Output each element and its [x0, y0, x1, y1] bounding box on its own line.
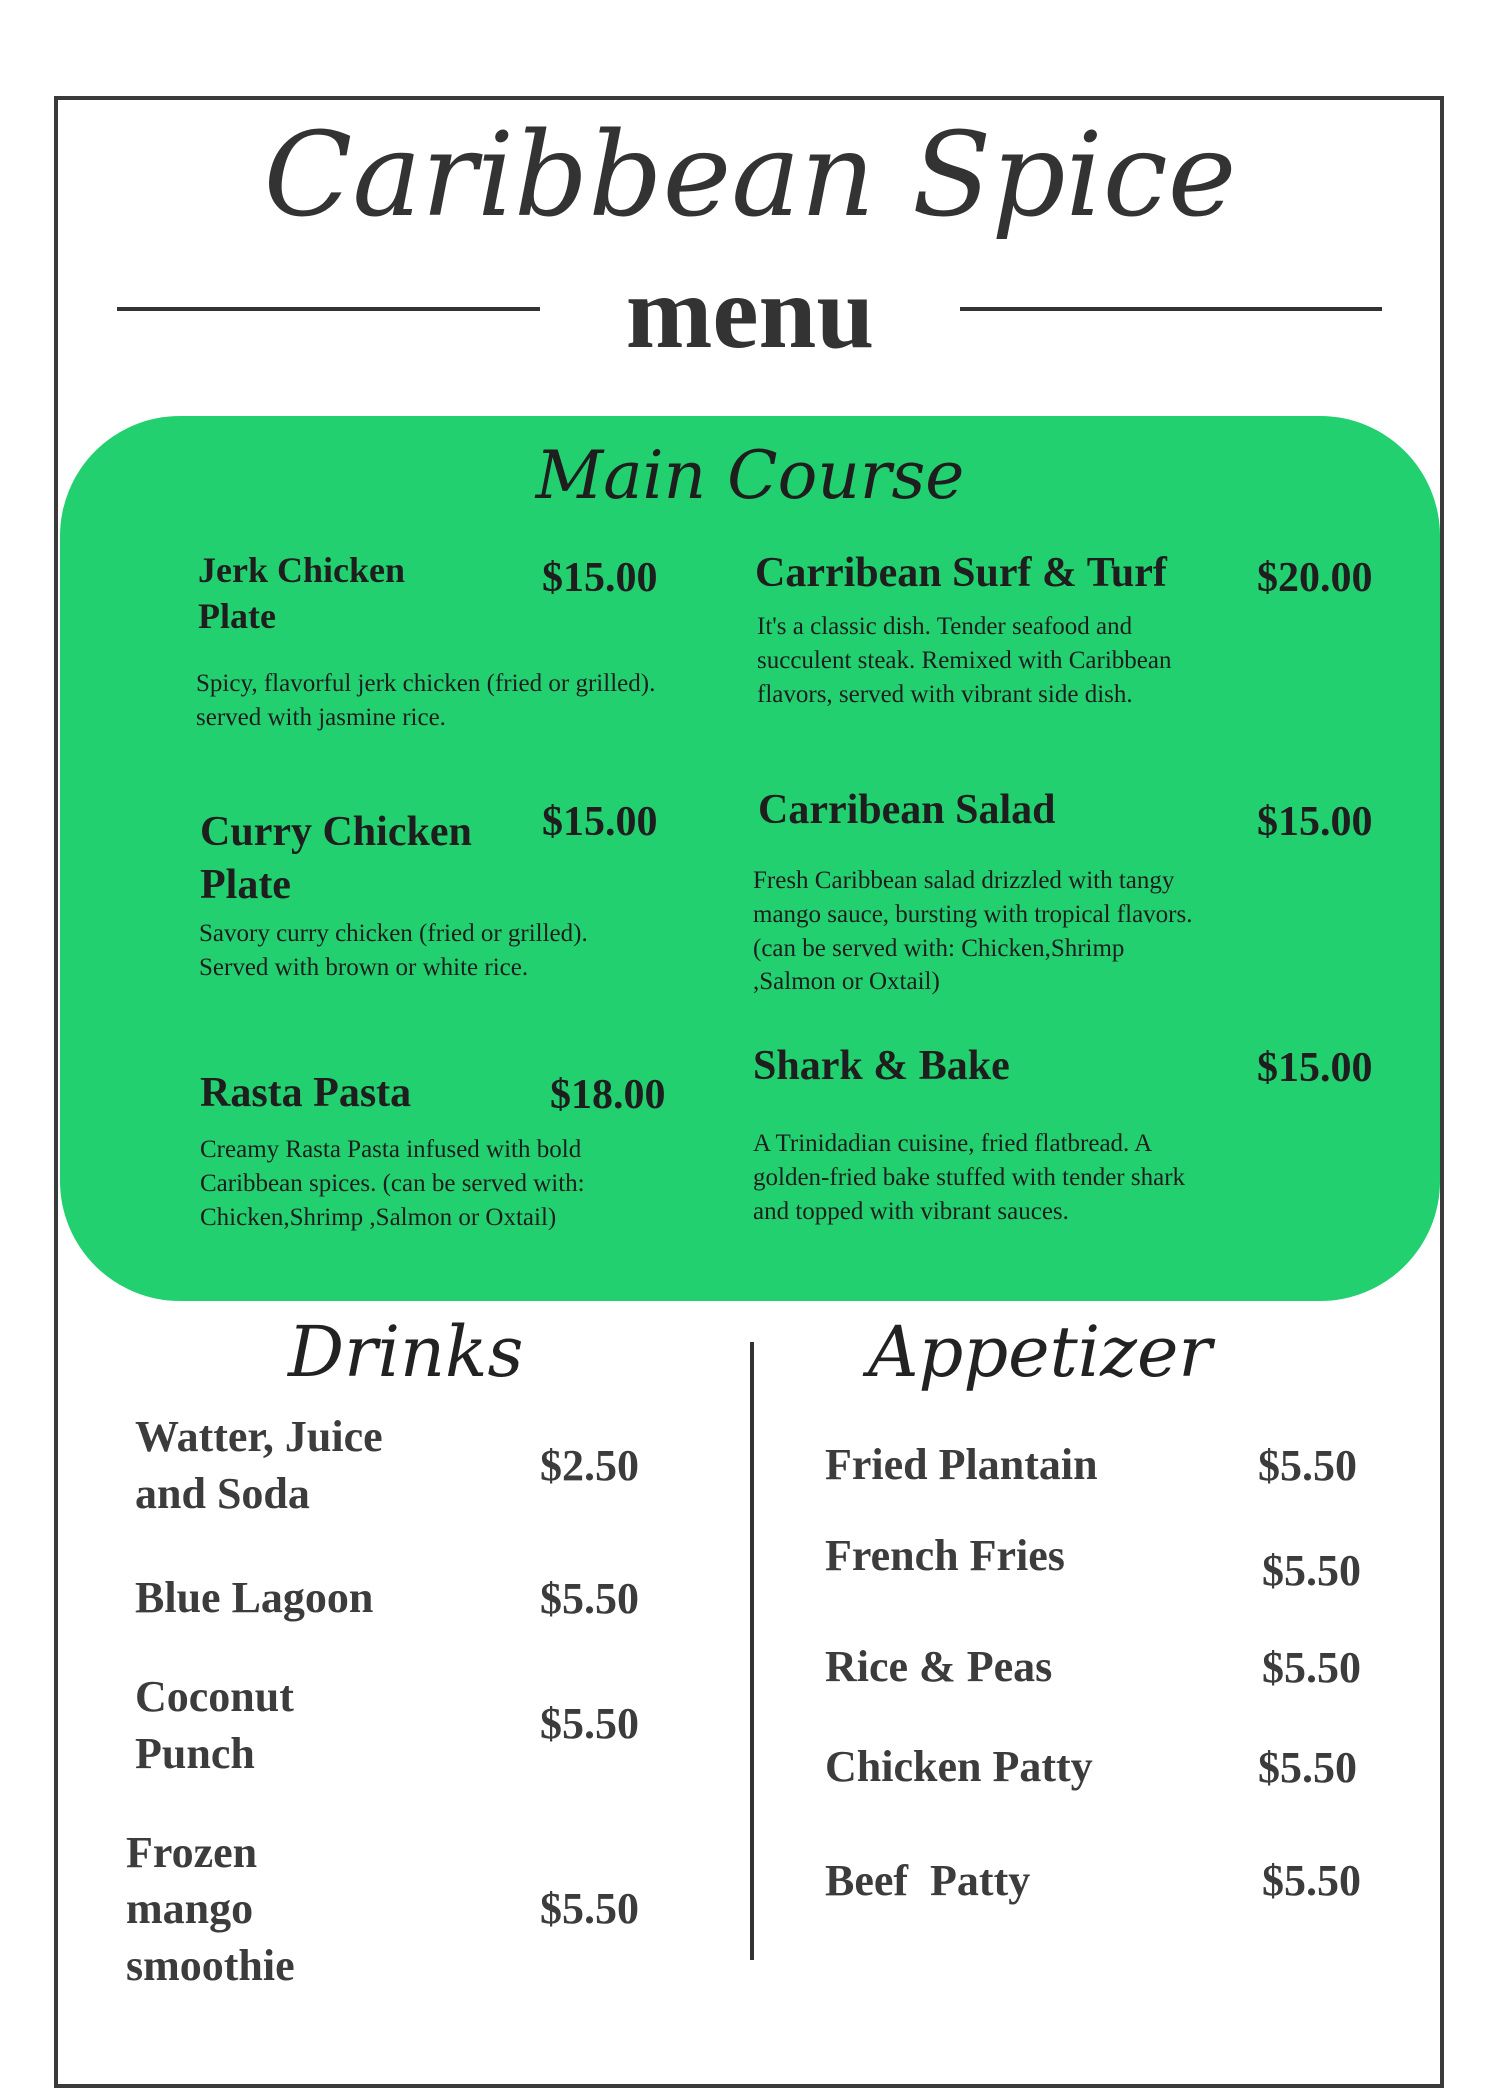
- drink-item-name: Frozen mango smoothie: [126, 1828, 295, 1990]
- menu-item-description: Fresh Caribbean salad drizzled with tangy mango sauce, bursting with tropical flavors. (can be served with: Chicken,Shrimp ,Salmon or Oxtail): [753, 867, 1193, 996]
- drink-item-name: Watter, Juice and Soda: [135, 1412, 383, 1519]
- drink-item-price: $5.50: [540, 1574, 639, 1623]
- menu-item-name: Jerk Chicken Plate: [198, 550, 405, 637]
- title-rule-right: [960, 307, 1382, 311]
- drink-item-price: $5.50: [540, 1699, 639, 1748]
- menu-item-price: $18.00: [550, 1072, 666, 1118]
- menu-item-description: It's a classic dish. Tender seafood and succulent steak. Remixed with Caribbean flavors, served with vibrant side dish.: [757, 613, 1172, 708]
- appetizer-title: Appetizer: [868, 1311, 1212, 1393]
- menu-item-description: Savory curry chicken (fried or grilled). Served with brown or white rice.: [199, 920, 588, 981]
- appetizer-item-price: $5.50: [1258, 1441, 1357, 1490]
- restaurant-title: Caribbean Spice: [263, 108, 1237, 243]
- main-course-title: Main Course: [535, 437, 965, 514]
- drink-item-name: Coconut Punch: [135, 1672, 294, 1779]
- drink-item-price: $5.50: [540, 1884, 639, 1933]
- menu-item-description: Creamy Rasta Pasta infused with bold Caribbean spices. (can be served with: Chicken,Shrimp ,Salmon or Oxtail): [200, 1136, 585, 1231]
- appetizer-item-price: $5.50: [1262, 1546, 1361, 1595]
- appetizer-item-price: $5.50: [1258, 1743, 1357, 1792]
- appetizer-item-price: $5.50: [1262, 1643, 1361, 1692]
- menu-item-name: Curry Chicken Plate: [200, 809, 472, 908]
- appetizer-item-name: Fried Plantain: [825, 1440, 1098, 1489]
- menu-item-price: $15.00: [542, 799, 658, 845]
- menu-subtitle: menu: [625, 255, 875, 370]
- drink-item-name: Blue Lagoon: [135, 1573, 374, 1622]
- appetizer-item-name: Rice & Peas: [825, 1642, 1053, 1691]
- menu-item-name: Shark & Bake: [753, 1043, 1010, 1089]
- menu-item-description: A Trinidadian cuisine, fried flatbread. A golden-fried bake stuffed with tender shark and topped with vibrant sauces.: [753, 1130, 1186, 1225]
- appetizer-item-name: Beef Patty: [825, 1856, 1031, 1905]
- appetizer-item-price: $5.50: [1262, 1856, 1361, 1905]
- menu-item-description: Spicy, flavorful jerk chicken (fried or grilled). served with jasmine rice.: [196, 670, 656, 731]
- menu-item-name: Carribean Salad: [758, 787, 1056, 833]
- menu-item-name: Rasta Pasta: [200, 1070, 412, 1116]
- menu-item-price: $15.00: [542, 555, 658, 601]
- appetizer-item-name: French Fries: [825, 1531, 1065, 1580]
- menu-item-price: $20.00: [1257, 555, 1373, 601]
- menu-item-price: $15.00: [1257, 799, 1373, 845]
- drink-item-price: $2.50: [540, 1441, 639, 1490]
- menu-item-price: $15.00: [1257, 1045, 1373, 1091]
- section-divider: [750, 1342, 754, 1960]
- drinks-title: Drinks: [288, 1311, 524, 1393]
- menu-item-name: Carribean Surf & Turf: [755, 550, 1167, 596]
- appetizer-item-name: Chicken Patty: [825, 1742, 1093, 1791]
